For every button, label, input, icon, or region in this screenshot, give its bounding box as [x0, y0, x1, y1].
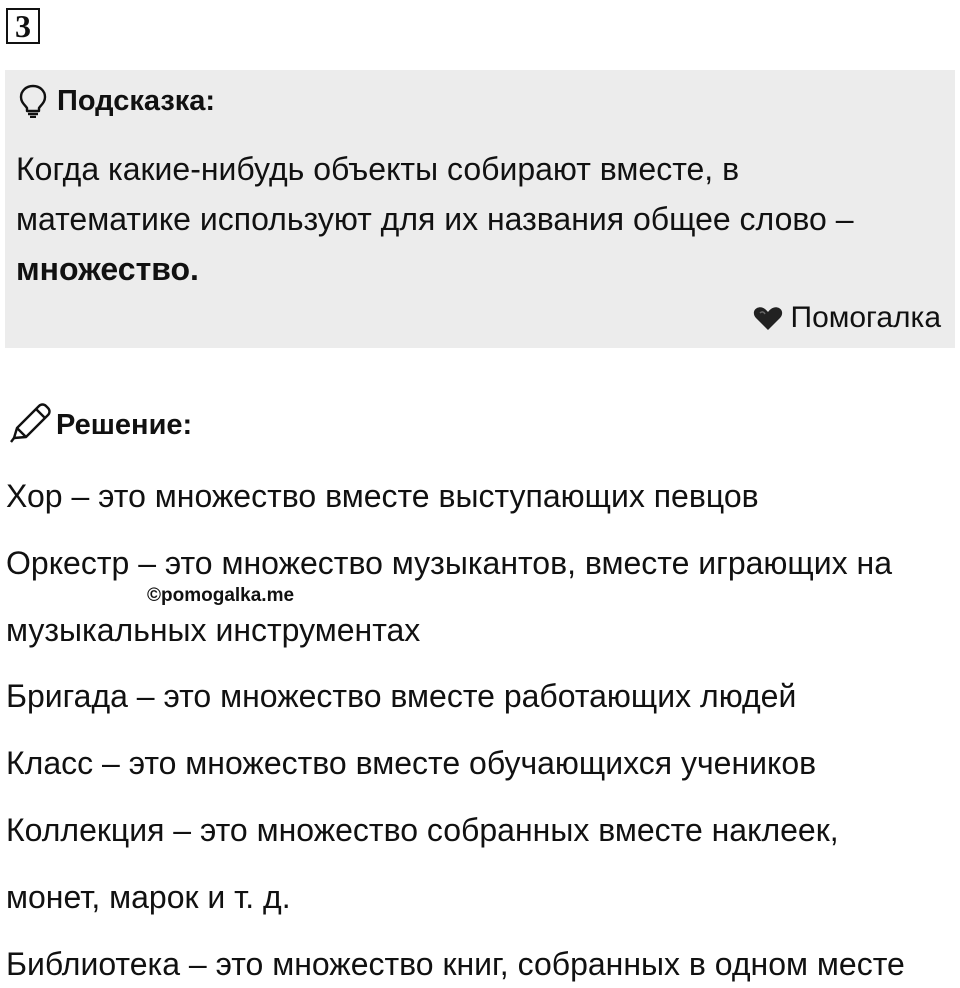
- hint-title: Подсказка:: [57, 84, 216, 117]
- solution-line: монет, марок и т. д.: [6, 879, 291, 915]
- watermark: ©pomogalka.me: [147, 585, 295, 606]
- brand-label: [753, 301, 942, 335]
- heart-icon: [753, 305, 791, 331]
- solution-line: Класс – это множество вместе обучающихся учеников: [6, 745, 817, 781]
- hint-box: [5, 70, 955, 348]
- solution-title: Решение:: [56, 408, 193, 441]
- solution-header: [8, 404, 192, 446]
- solution-line: Оркестр – это множество музыкантов, вместе играющих на: [6, 545, 892, 581]
- solution-line: Коллекция – это множество собранных вместе наклеек,: [6, 812, 839, 848]
- task-number: 3: [6, 8, 40, 44]
- hint-text-line: Когда какие-нибудь объекты собирают вместе, в: [16, 151, 740, 187]
- solution-line: Библиотека – это множество книг, собранных в одном месте: [6, 946, 905, 982]
- brand-name: Помогалка: [790, 301, 941, 334]
- lightbulb-icon: [19, 84, 47, 118]
- hint-keyword: множество.: [16, 251, 199, 287]
- hint-text: [16, 144, 936, 294]
- solution-line: Хор – это множество вместе выступающих певцов: [6, 478, 759, 514]
- hint-header: [19, 84, 215, 118]
- solution-line: Бригада – это множество вместе работающих людей: [6, 678, 797, 714]
- solution-line: музыкальных инструментах: [6, 612, 421, 648]
- hint-text-line: математике используют для их названия общее слово –: [16, 201, 854, 237]
- pencil-icon: [8, 402, 52, 449]
